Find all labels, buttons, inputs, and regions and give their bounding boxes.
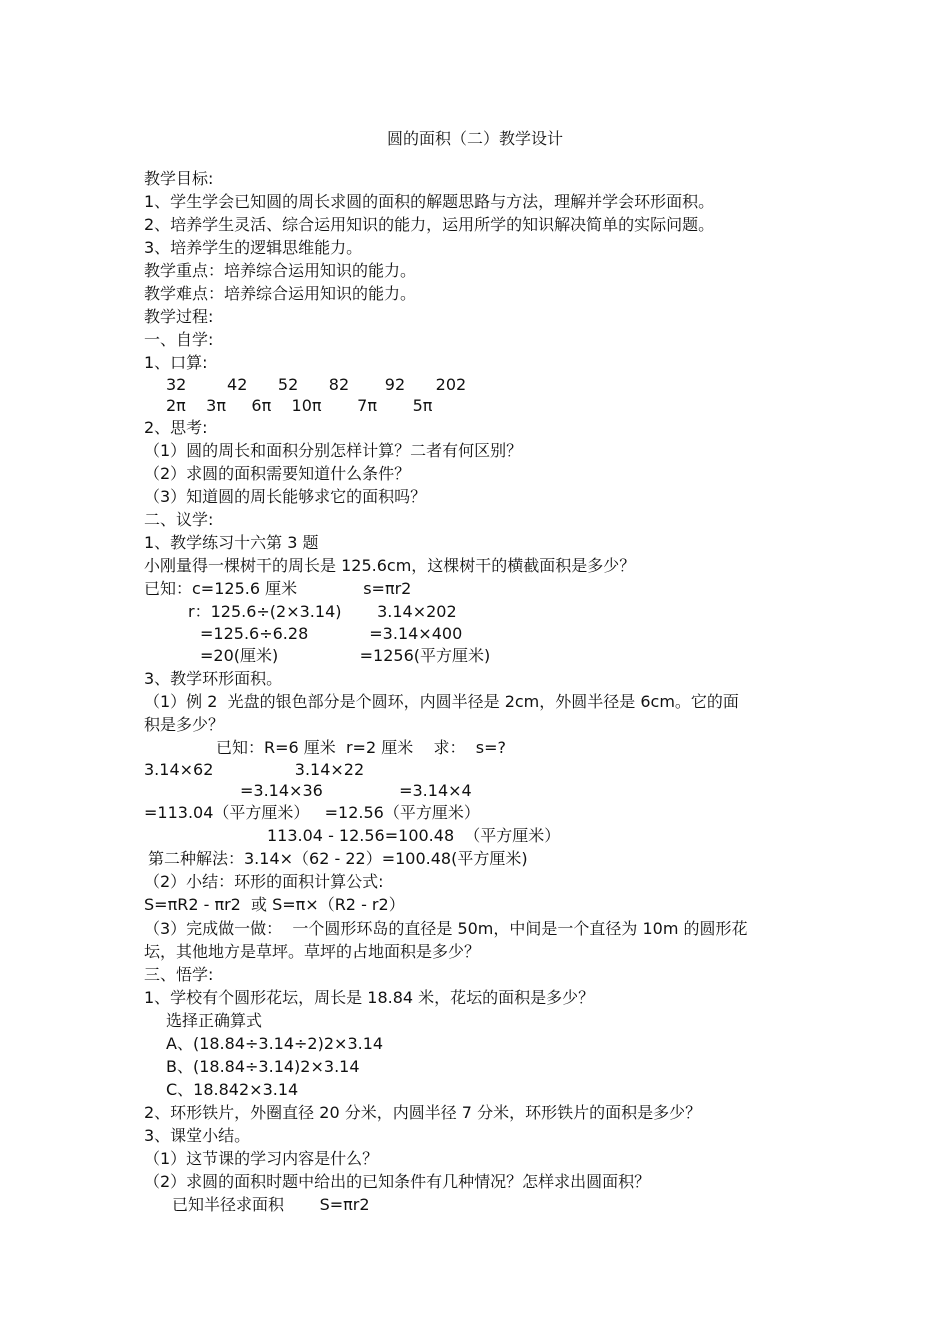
text-line: 3.14×62 3.14×22: [144, 760, 365, 779]
text-line: 一、自学:: [144, 330, 214, 349]
text-line: 小刚量得一棵树干的周长是 125.6cm，这棵树干的横截面积是多少？: [144, 556, 636, 575]
text-line: 教学重点：培养综合运用知识的能力。: [144, 261, 417, 280]
text-line: 已知半径求面积 S=πr2: [172, 1195, 370, 1214]
text-line: S=πR2 - πr2 或 S=π×（R2 - r2）: [144, 895, 405, 914]
text-line: 2、培养学生灵活、综合运用知识的能力，运用所学的知识解决简单的实际问题。: [144, 215, 715, 234]
text-line: 1、学生学会已知圆的周长求圆的面积的解题思路与方法，理解并学会环形面积。: [144, 192, 715, 211]
text-line: （1）这节课的学习内容是什么？: [144, 1149, 379, 1168]
text-line: 二、议学:: [144, 510, 214, 529]
text-line: 教学过程:: [144, 307, 214, 326]
text-line: r：125.6÷(2×3.14) 3.14×202: [188, 602, 457, 621]
text-line: 已知：c=125.6 厘米 s=πr2: [144, 579, 412, 598]
text-line: =125.6÷6.28 =3.14×400: [200, 624, 463, 643]
page-title: 圆的面积（二）教学设计: [386, 129, 563, 148]
text-line: 3、课堂小结。: [144, 1126, 251, 1145]
text-line: 2、环形铁片，外圈直径 20 分米，内圆半径 7 分米，环形铁片的面积是多少？: [144, 1103, 702, 1122]
text-line: 1、口算:: [144, 353, 208, 372]
text-line: 2π 3π 6π 10π 7π 5π: [166, 396, 433, 415]
text-line: （2）求圆的面积需要知道什么条件？: [144, 464, 411, 483]
text-line: 32 42 52 82 92 202: [166, 375, 467, 394]
text-line: 113.04 - 12.56=100.48 （平方厘米）: [267, 826, 561, 845]
text-line: （3）知道圆的周长能够求它的面积吗？: [144, 487, 427, 506]
text-line: 选择正确算式: [166, 1011, 263, 1030]
text-line: 1、教学练习十六第 3 题: [144, 533, 319, 552]
text-line: （1）例 2 光盘的银色部分是个圆环，内圆半径是 2cm，外圆半径是 6cm。它的面: [144, 692, 739, 711]
text-line: 教学目标:: [144, 169, 214, 188]
text-line: A、(18.84÷3.14÷2)2×3.14: [166, 1034, 384, 1053]
text-line: 教学难点：培养综合运用知识的能力。: [144, 284, 417, 303]
text-line: =113.04（平方厘米） =12.56（平方厘米）: [144, 803, 480, 822]
text-line: 1、学校有个圆形花坛，周长是 18.84 米，花坛的面积是多少？: [144, 988, 595, 1007]
text-line: 2、思考:: [144, 418, 208, 437]
text-line: （2）求圆的面积时题中给出的已知条件有几种情况？怎样求出圆面积？: [144, 1172, 651, 1191]
text-line: 3、培养学生的逻辑思维能力。: [144, 238, 363, 257]
text-line: C、18.842×3.14: [166, 1080, 299, 1099]
text-line: =3.14×36 =3.14×4: [240, 781, 472, 800]
text-line: =20(厘米) =1256(平方厘米): [200, 646, 491, 665]
text-line: （2）小结：环形的面积计算公式:: [144, 872, 384, 891]
text-line: 积是多少？: [144, 715, 225, 734]
text-line: 已知：R=6 厘米 r=2 厘米 求： s=?: [216, 738, 506, 757]
text-line: 三、悟学:: [144, 965, 214, 984]
text-line: 3、教学环形面积。: [144, 669, 283, 688]
text-line: 第二种解法：3.14×（62 - 22）=100.48(平方厘米): [148, 849, 528, 868]
text-line: （1）圆的周长和面积分别怎样计算？二者有何区别？: [144, 441, 523, 460]
text-line: 坛，其他地方是草坪。草坪的占地面积是多少？: [144, 942, 481, 961]
text-line: B、(18.84÷3.14)2×3.14: [166, 1057, 360, 1076]
text-line: （3）完成做一做： 一个圆形环岛的直径是 50m，中间是一个直径为 10m 的圆形花: [144, 919, 748, 938]
